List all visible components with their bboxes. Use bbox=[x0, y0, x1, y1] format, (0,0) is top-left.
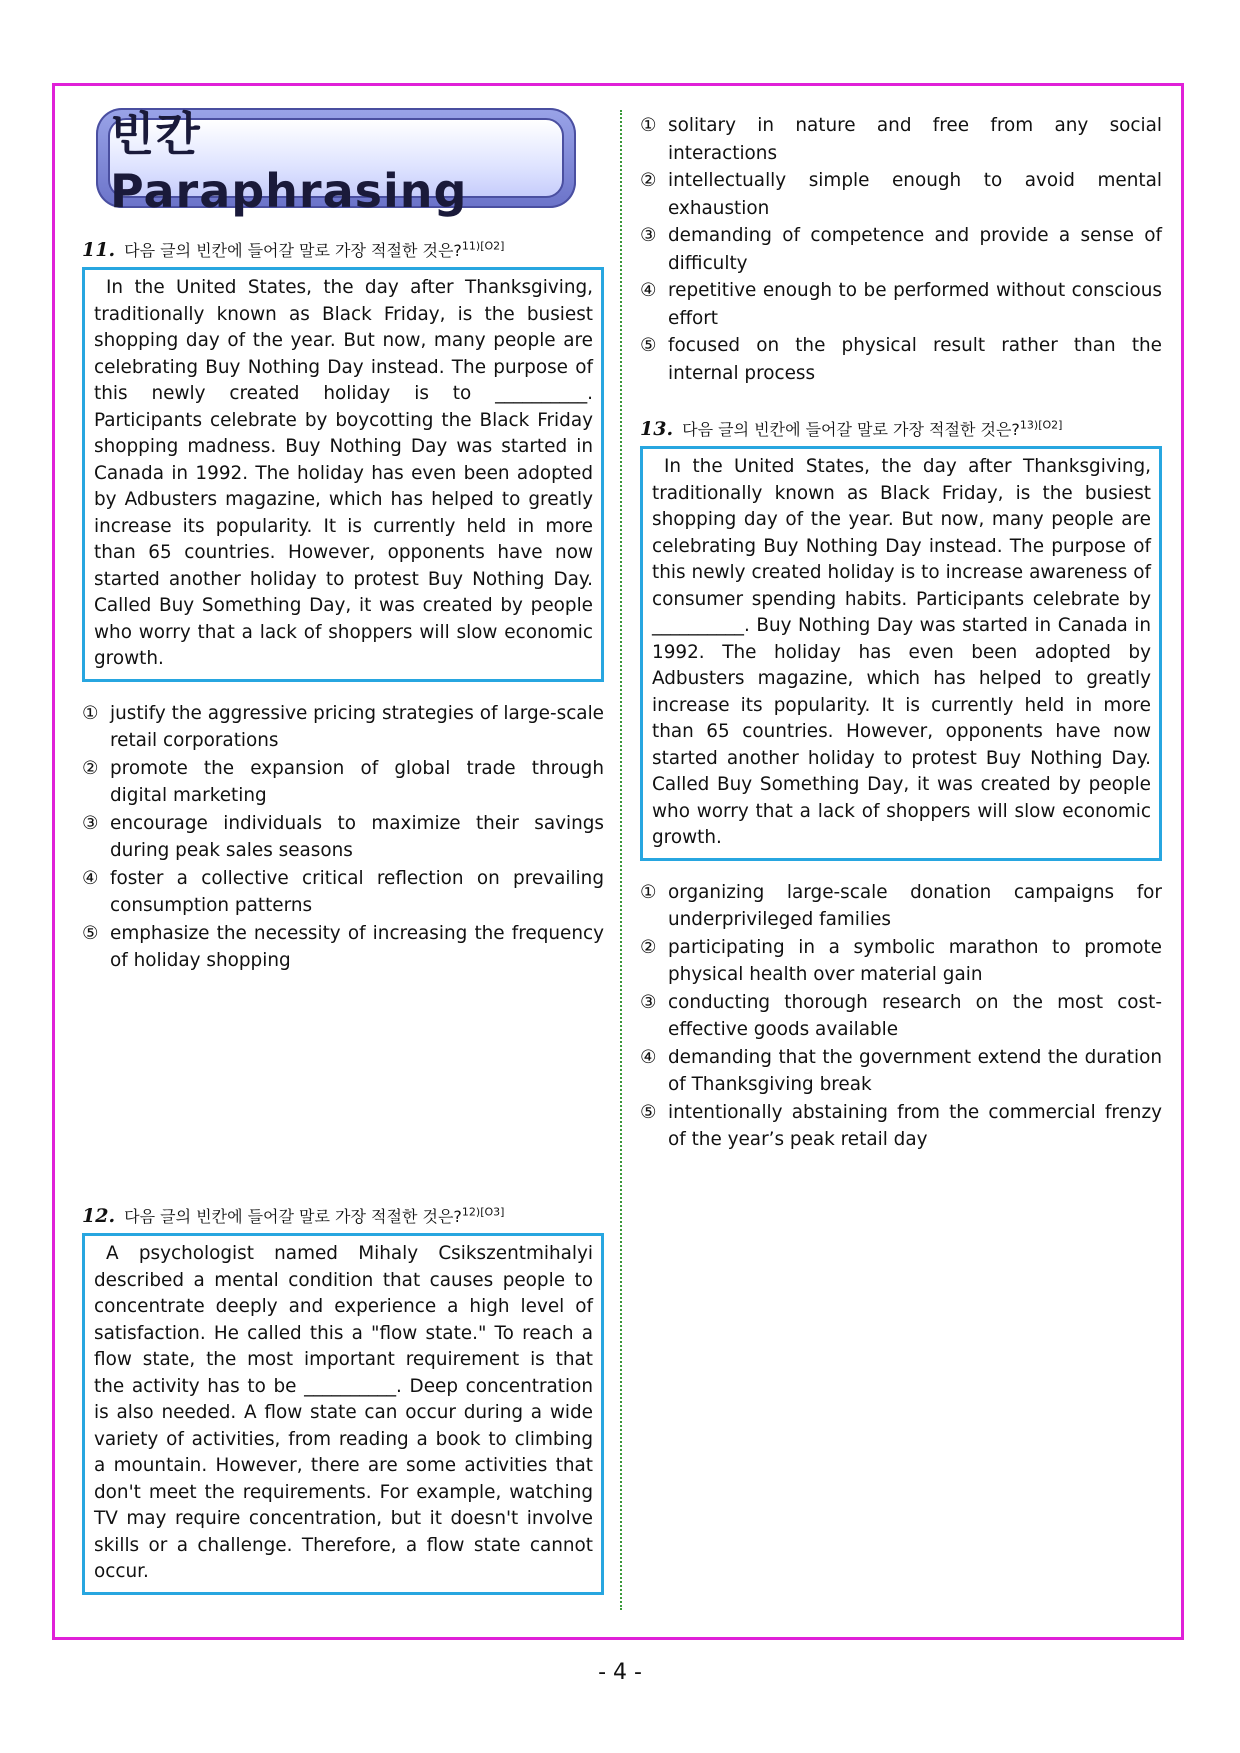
question-11 bbox=[82, 238, 604, 975]
right-column bbox=[640, 108, 1162, 1154]
choice-item[interactable] bbox=[640, 1099, 1162, 1154]
choice-item[interactable] bbox=[640, 879, 1162, 934]
question-instruction: 다음 글의 빈칸에 들어갈 말로 가장 적절한 것은? bbox=[682, 420, 1020, 439]
choice-mark: ② bbox=[640, 170, 657, 191]
choice-item[interactable] bbox=[82, 810, 604, 865]
choice-item[interactable] bbox=[640, 934, 1162, 989]
choice-text: solitary in nature and free from any social interactions bbox=[668, 115, 1162, 164]
choice-item[interactable] bbox=[82, 700, 604, 755]
choice-text: demanding of competence and provide a sense of difficulty bbox=[668, 225, 1162, 274]
choice-mark: ① bbox=[82, 702, 99, 724]
question-instruction: 다음 글의 빈칸에 들어갈 말로 가장 적절한 것은? bbox=[124, 241, 462, 260]
choice-text: demanding that the government extend the duration of Thanksgiving break bbox=[668, 1046, 1162, 1095]
title-banner-inner bbox=[108, 107, 564, 218]
question-header bbox=[82, 1204, 604, 1227]
page-title: 빈칸 Paraphrasing bbox=[110, 107, 468, 218]
choice-mark: ① bbox=[640, 115, 657, 136]
choice-list bbox=[640, 112, 1162, 387]
choice-text: conducting thorough research on the most cost-effective goods available bbox=[668, 991, 1162, 1040]
question-header bbox=[640, 417, 1162, 440]
question-instruction: 다음 글의 빈칸에 들어갈 말로 가장 적절한 것은? bbox=[124, 1207, 462, 1226]
question-number: 12. bbox=[82, 1205, 116, 1227]
question-number: 11. bbox=[82, 239, 116, 261]
title-banner bbox=[96, 107, 576, 218]
choice-item[interactable] bbox=[640, 222, 1162, 277]
choice-text: organizing large-scale donation campaigns for underprivileged families bbox=[668, 881, 1162, 930]
passage-box: In the United States, the day after Thanksgiving, traditionally known as Black Friday, is the busiest shopping day of the year. But now, many people are celebrating Buy Nothing Day instead. The purpose of this newly created holiday is to increase awareness of consumer spending habits. Participants celebrate by __________. Buy Nothing Day was started in Canada in 1992. The holiday has even been adopted by Adbusters magazine, which has helped to greatly increase its popularity. It is currently held in more than 65 countries. However, opponents have now started another holiday to protest Buy Nothing Day. Called Buy Something Day, it was created by people who worry that a lack of shoppers will slow economic growth. bbox=[640, 446, 1162, 861]
choice-item[interactable] bbox=[640, 989, 1162, 1044]
choice-item[interactable] bbox=[640, 112, 1162, 167]
choice-mark: ① bbox=[640, 881, 657, 903]
choice-mark: ③ bbox=[82, 812, 99, 834]
choice-text: foster a collective critical reflection on prevailing consumption patterns bbox=[110, 867, 604, 916]
choice-item[interactable] bbox=[82, 755, 604, 810]
question-number: 13. bbox=[640, 418, 674, 440]
choice-text: emphasize the necessity of increasing the frequency of holiday shopping bbox=[110, 922, 604, 971]
choice-mark: ⑤ bbox=[640, 1101, 657, 1123]
question-ref: 13)[O2] bbox=[1019, 418, 1063, 432]
choice-mark: ⑤ bbox=[82, 922, 99, 944]
column-divider bbox=[620, 110, 622, 1610]
page-number: - 4 - bbox=[598, 1660, 642, 1685]
passage-box: A psychologist named Mihaly Csikszentmihalyi described a mental condition that causes people to concentrate deeply and experience a high level of satisfaction. He called this a "flow state." To reach a flow state, the most important requirement is that the activity has to be __________. Deep concentration is also needed. A flow state can occur during a wide variety of activities, from reading a book to climbing a mountain. However, there are some activities that don't meet the requirements. For example, watching TV may require concentration, but it doesn't involve skills or a challenge. Therefore, a flow state cannot occur. bbox=[82, 1233, 604, 1595]
choice-text: promote the expansion of global trade through digital marketing bbox=[110, 757, 604, 806]
question-ref: 12)[O3] bbox=[461, 1205, 505, 1219]
choice-mark: ④ bbox=[640, 280, 657, 301]
left-column bbox=[82, 107, 604, 1582]
choice-item[interactable] bbox=[82, 920, 604, 975]
choice-mark: ③ bbox=[640, 225, 657, 246]
choice-mark: ④ bbox=[640, 1046, 657, 1068]
choice-item[interactable] bbox=[640, 167, 1162, 222]
choice-text: focused on the physical result rather than the internal process bbox=[668, 335, 1162, 384]
choice-mark: ② bbox=[640, 936, 657, 958]
question-header bbox=[82, 238, 604, 261]
choice-item[interactable] bbox=[82, 865, 604, 920]
question-ref: 11)[O2] bbox=[461, 239, 505, 253]
choice-list bbox=[82, 700, 604, 975]
choice-text: repetitive enough to be performed without conscious effort bbox=[668, 280, 1162, 329]
choice-mark: ④ bbox=[82, 867, 99, 889]
choice-text: participating in a symbolic marathon to promote physical health over material gain bbox=[668, 936, 1162, 985]
passage-box: In the United States, the day after Thanksgiving, traditionally known as Black Friday, is the busiest shopping day of the year. But now, many people are celebrating Buy Nothing Day instead. The purpose of this newly created holiday is to __________. Participants celebrate by boycotting the Black Friday shopping madness. Buy Nothing Day was started in Canada in 1992. The holiday has even been adopted by Adbusters magazine, which has helped to greatly increase its popularity. It is currently held in more than 65 countries. However, opponents have now started another holiday to protest Buy Nothing Day. Called Buy Something Day, it was created by people who worry that a lack of shoppers will slow economic growth. bbox=[82, 267, 604, 682]
choice-text: justify the aggressive pricing strategies of large-scale retail corporations bbox=[110, 702, 604, 751]
choice-text: intentionally abstaining from the commercial frenzy of the year’s peak retail day bbox=[668, 1101, 1162, 1150]
choice-item[interactable] bbox=[640, 277, 1162, 332]
choice-item[interactable] bbox=[640, 332, 1162, 387]
question-13 bbox=[640, 417, 1162, 1154]
choice-text: encourage individuals to maximize their savings during peak sales seasons bbox=[110, 812, 604, 861]
choice-list bbox=[640, 879, 1162, 1154]
choice-item[interactable] bbox=[640, 1044, 1162, 1099]
choice-text: intellectually simple enough to avoid mental exhaustion bbox=[668, 170, 1162, 219]
choice-mark: ⑤ bbox=[640, 335, 657, 356]
question-12 bbox=[82, 1204, 604, 1595]
choice-mark: ③ bbox=[640, 991, 657, 1013]
choice-mark: ② bbox=[82, 757, 99, 779]
